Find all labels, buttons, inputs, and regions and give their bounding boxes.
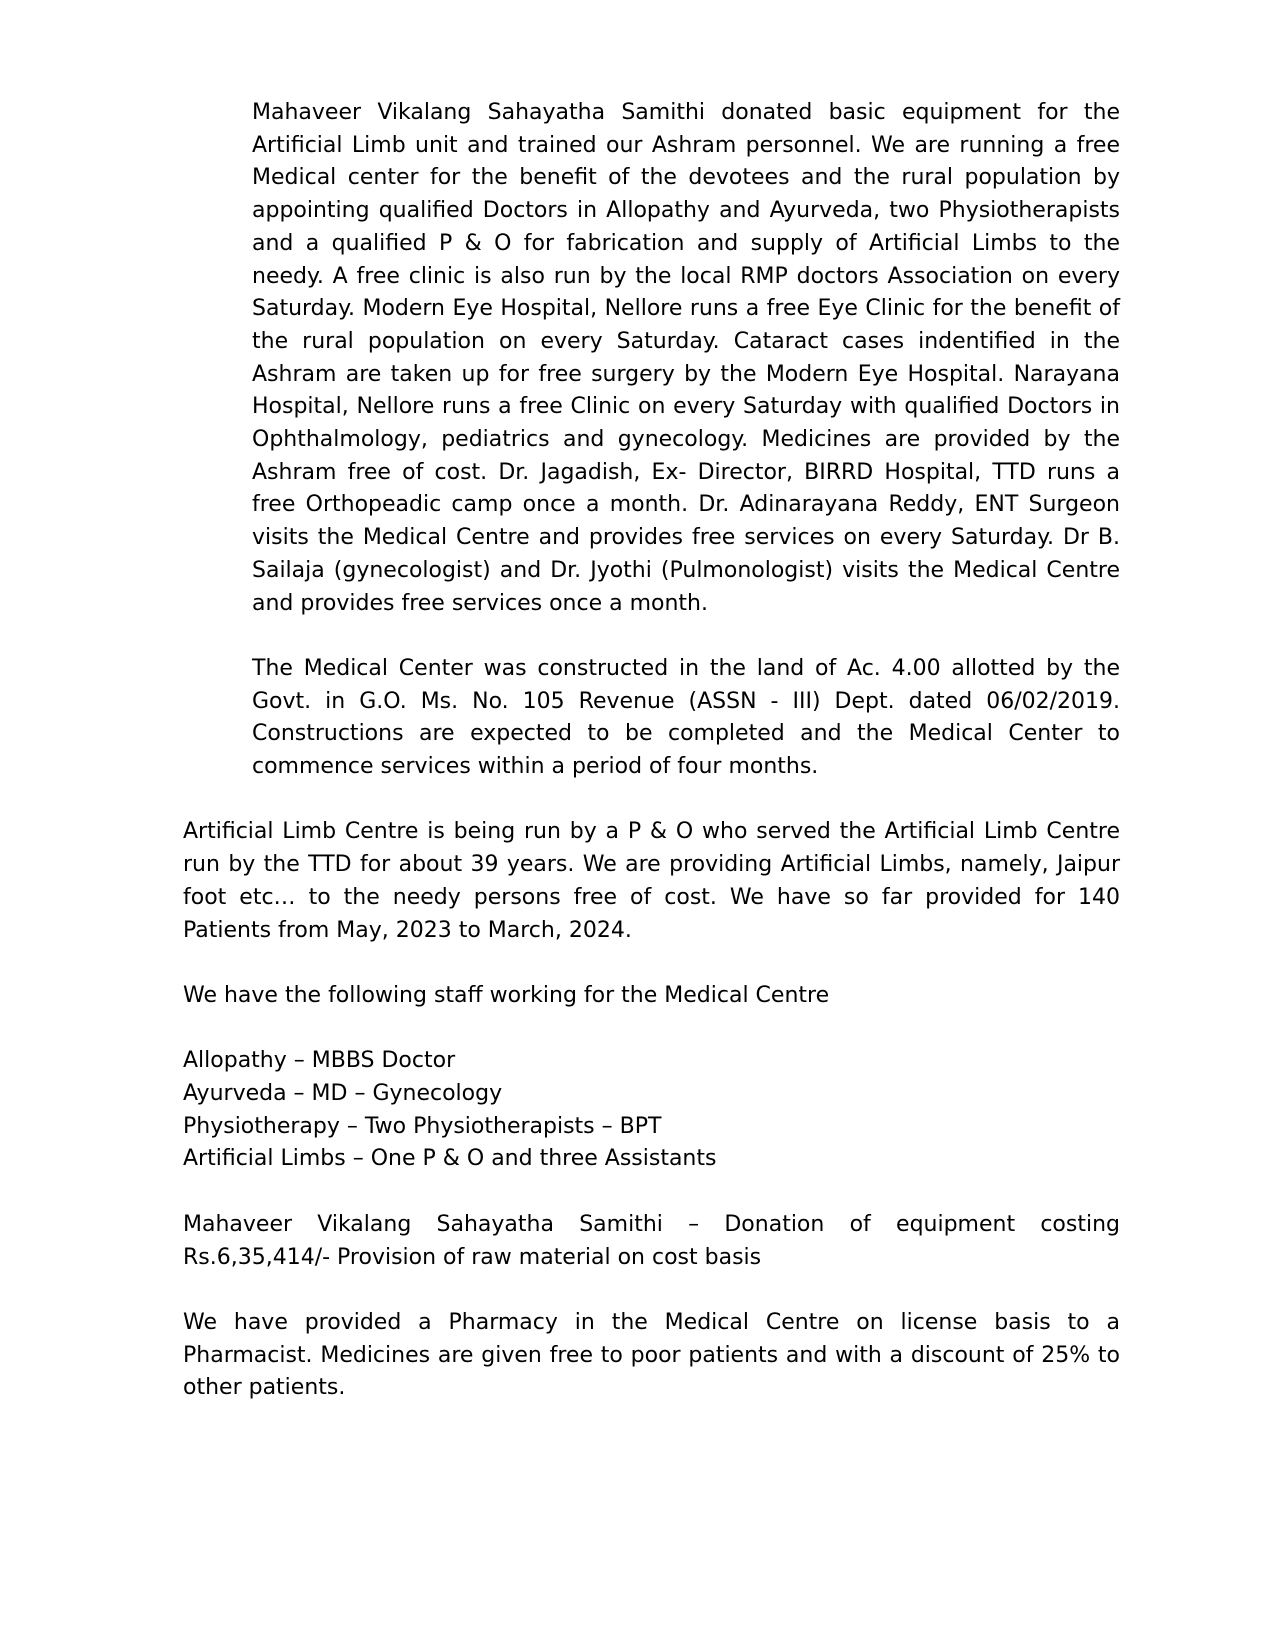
staff-list-item-artificial-limbs: Artificial Limbs – One P & O and three Assistants [183,1146,717,1172]
paragraph-medical-center-construction: The Medical Center was constructed in the land of Ac. 4.00 allotted by the Govt. in G.O. Ms. No. 105 Revenue (ASSN - III) Dept. dated 06/02/2019. Constructions are expected to be completed and the Medical Center to commence services within a period of four months. [252,655,1120,780]
paragraph-staff-intro: We have the following staff working for the Medical Centre [183,982,830,1008]
paragraph-donation: Mahaveer Vikalang Sahayatha Samithi – Donation of equipment costing Rs.6,35,414/- Provision of raw material on cost basis [183,1211,1120,1270]
paragraph-samithi-intro: Mahaveer Vikalang Sahayatha Samithi donated basic equipment for the Artificial Limb unit and trained our Ashram personnel. We are running a free Medical center for the benefit of the devotees and the rural population by appointing qualified Doctors in Allopathy and Ayurveda, two Physiotherapists and a qualified P & O for fabrication and supply of Artificial Limbs to the needy. A free clinic is also run by the local RMP doctors Association on every Saturday. Modern Eye Hospital, Nellore runs a free Eye Clinic for the benefit of the rural population on every Saturday. Cataract cases indentified in the Ashram are taken up for free surgery by the Modern Eye Hospital. Narayana Hospital, Nellore runs a free Clinic on every Saturday with qualified Doctors in Ophthalmology, pediatrics and gynecology. Medicines are provided by the Ashram free of cost. Dr. Jagadish, Ex- Director, BIRRD Hospital, TTD runs a free Orthopeadic camp once a month. Dr. Adinarayana Reddy, ENT Surgeon visits the Medical Centre and provides free services on every Saturday. Dr B. Sailaja (gynecologist) and Dr. Jyothi (Pulmonologist) visits the Medical Centre and provides free services once a month. [252,100,1120,616]
staff-list-item-physiotherapy: Physiotherapy – Two Physiotherapists – BPT [183,1113,662,1139]
paragraph-pharmacy: We have provided a Pharmacy in the Medical Centre on license basis to a Pharmacist. Medicines are given free to poor patients and with a discount of 25% to other patients. [183,1309,1120,1401]
paragraph-artificial-limb-centre: Artificial Limb Centre is being run by a P & O who served the Artificial Limb Centre run by the TTD for about 39 years. We are providing Artificial Limbs, namely, Jaipur foot etc… to the needy persons free of cost. We have so far provided for 140 Patients from May, 2023 to March, 2024. [183,819,1120,943]
staff-list [183,1045,1120,1176]
staff-list-item-allopathy: Allopathy – MBBS Doctor [183,1048,456,1074]
staff-list-item-ayurveda: Ayurveda – MD – Gynecology [183,1081,503,1107]
